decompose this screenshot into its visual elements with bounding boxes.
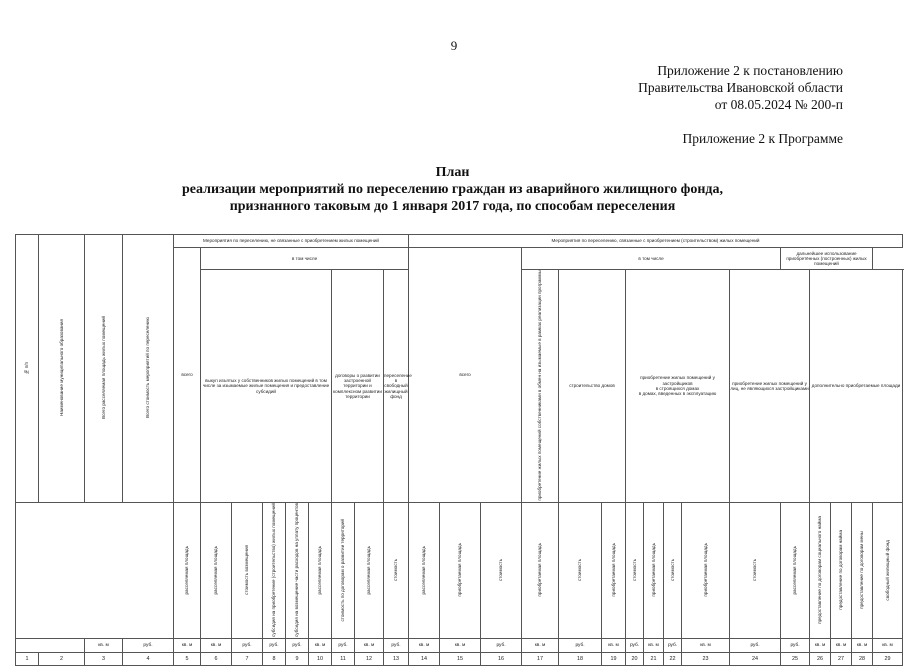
sub-col-24 [730,502,781,638]
unit-cell-29: кв. м [873,639,903,653]
sub-col-25-label: расселяемая площадь [792,545,798,595]
col-number-27: 27 [831,653,852,666]
sub-col-20-label: стоимость [631,558,637,581]
header-purchase-developers [626,270,730,503]
col-number-19: 19 [602,653,626,666]
sub-col-16-label: стоимость [498,558,504,581]
header-trade-in [522,270,559,503]
sub-col-28-label: предоставление по договорам мены [859,531,865,609]
sub-col-24-label: стоимость [752,558,758,581]
col-number-1: 1 [16,653,39,666]
unit-cell-18: руб. [559,639,602,653]
sub-col-8 [263,502,286,638]
sub-col-25 [781,502,810,638]
unit-cell-27: кв. м [831,639,852,653]
title-line-2: реализации мероприятий по переселению граждан из аварийного жилищного фонда, [182,182,723,197]
sub-col-27-label: предоставление по договорам найма [838,530,844,610]
unit-cell-12: кв. м [355,639,384,653]
unit-cell-6: кв. м [201,639,232,653]
col-number-12: 12 [355,653,384,666]
resettlement-plan-table [15,234,903,666]
sub-col-14 [409,502,440,638]
col-number-28: 28 [852,653,873,666]
sub-col-22-label: стоимость [669,558,675,581]
header-row-groups [16,235,903,248]
sub-col-14-label: расселяемая площадь [421,545,427,595]
unit-cell-13: руб. [384,639,409,653]
sub-col-26-label: предоставление по договорам социального найма [817,515,823,624]
sub-col-7 [232,502,263,638]
col-number-10: 10 [309,653,332,666]
col-number-22: 22 [664,653,682,666]
col-number-26: 26 [810,653,831,666]
unit-cell-19: кв. м [602,639,626,653]
header-under-construction-label: в строящихся домах [655,385,700,391]
sub-col-17-label: приобретаемая площадь [537,543,543,597]
header-no [16,235,39,503]
sub-col-15-label: приобретаемая площадь [457,543,463,597]
sub-col-5 [174,502,201,638]
sub-col-11-label: стоимость по договорам о развитии территорий [340,518,346,622]
col-number-18: 18 [559,653,602,666]
unit-cell-17: кв. м [522,639,559,653]
sub-col-9-label: субсидия на возмещение части расходов на уплату процентов [294,502,300,637]
unit-cell-25: руб. [781,639,810,653]
approval-block [638,62,843,113]
col-number-15: 15 [440,653,481,666]
approval-line-3: от 08.05.2024 № 200-п [714,97,843,112]
title-line-1: План [435,165,470,180]
column-numbers-row [16,653,903,666]
sub-col-6-label: расселяемая площадь [213,545,219,595]
col-number-9: 9 [286,653,309,666]
header-including-2: в том числе [522,248,781,270]
col-number-8: 8 [263,653,286,666]
col-number-29: 29 [873,653,903,666]
sub-col-28 [852,502,873,638]
sub-col-9 [286,502,309,638]
col-number-13: 13 [384,653,409,666]
sub-col-13 [384,502,409,638]
sub-col-12 [355,502,384,638]
sub-col-7-label: стоимость возмещения [244,545,250,595]
title-line-3: признанного таковым до 1 января 2017 года, по способам переселения [229,199,676,214]
unit-cell-21: кв. м [644,639,664,653]
unit-cell-10: кв. м [309,639,332,653]
sub-col-8-label: субсидия на приобретение (строительство) жилых помещений [271,502,277,637]
header-including-1: в том числе [201,248,409,270]
header-total-1: всего [174,248,201,503]
sub-col-21 [644,502,664,638]
header-group-acquisition: Мероприятия по переселению, связанные с приобретением (строительством) жилых помещений [409,235,903,248]
col-number-14: 14 [409,653,440,666]
col-number-24: 24 [730,653,781,666]
sub-col-29 [873,502,903,638]
sub-col-10 [309,502,332,638]
header-construction: строительство домов [559,270,626,503]
col-number-20: 20 [626,653,644,666]
sub-col-18-label: стоимость [577,558,583,581]
sub-col-27 [831,502,852,638]
unit-cell-22: руб. [664,639,682,653]
sub-col-29-label: свободный жилищный фонд [884,539,890,601]
sub-col-18 [559,502,602,638]
sub-col-10-label: расселяемая площадь [317,545,323,595]
sub-col-13-label: стоимость [393,558,399,581]
col-number-11: 11 [332,653,355,666]
sub-col-19 [602,502,626,638]
approval-line-1: Приложение 2 к постановлению [657,63,843,78]
header-cost [123,235,174,503]
header-additional-area: дополнительно приобретаемые площади [810,270,903,503]
header-municipality-label: Наименование муниципального образования [58,319,64,417]
sub-col-23 [682,502,730,638]
unit-cell-23: кв. м [682,639,730,653]
sub-col-20 [626,502,644,638]
header-completed-label: в домах, введенных в эксплуатацию [638,391,717,397]
unit-cell-empty [16,639,85,653]
header-row-subcolumns [16,502,903,638]
header-area-label: Всего расселяемая площадь жилых помещений [100,316,106,420]
sub-col-23-label: приобретаемая площадь [702,543,708,597]
sub-col-6 [201,502,232,638]
col-number-3: 3 [85,653,123,666]
header-buyout: выкуп изъятых у собственников жилых помещений в том числе за изымаемые жилые помещения и предоставление субсидий [201,270,332,503]
unit-cell-24: руб. [730,639,781,653]
header-purchase-others: приобретение жилых помещений у лиц, не являющихся застройщиками [730,270,810,503]
header-group-not-acquisition: Мероприятия по переселению, не связанные с приобретением жилых помещений [174,235,409,248]
col-number-21: 21 [644,653,664,666]
col-number-16: 16 [481,653,522,666]
header-municipality [39,235,85,503]
sub-col-17 [522,502,559,638]
unit-cell-3: кв. м [85,639,123,653]
document-title [0,164,905,215]
col-number-23: 23 [682,653,730,666]
unit-cell-4: руб. [123,639,174,653]
col-number-17: 17 [522,653,559,666]
unit-cell-9: руб. [286,639,309,653]
unit-cell-8: руб. [263,639,286,653]
header-cost-label: Всего стоимость мероприятий по переселению [145,317,151,419]
unit-cell-28: кв. м [852,639,873,653]
unit-cell-16: руб. [481,639,522,653]
col-number-7: 7 [232,653,263,666]
header-no-label: № п/п [24,361,30,375]
unit-cell-11: руб. [332,639,355,653]
sub-col-12-label: расселяемая площадь [366,545,372,595]
col-number-5: 5 [174,653,201,666]
sub-col-26 [810,502,831,638]
unit-cell-20: руб. [626,639,644,653]
header-purchase-group-label: приобретение жилых помещений у застройщиков [640,375,715,386]
sub-col-21-label: приобретаемая площадь [650,543,656,597]
header-contracts: договоры о развитии застроенной территории и комплексном развитии территории [332,270,384,503]
sub-col-5-label: расселяемая площадь [184,545,190,595]
sub-col-19-label: приобретаемая площадь [610,543,616,597]
sub-col-11 [332,502,355,638]
page-number: 9 [450,38,458,53]
unit-cell-14: кв. м [409,639,440,653]
sub-col-15 [440,502,481,638]
approval-line-2: Правительства Ивановской области [638,80,843,95]
header-support-group: дальнейшее использование приобретённых (построенных) жилых помещений [781,248,873,270]
col-number-25: 25 [781,653,810,666]
unit-cell-15: кв. м [440,639,481,653]
header-area [85,235,123,503]
header-total-2: всего [409,248,522,503]
unit-cell-26: кв. м [810,639,831,653]
sub-col-22 [664,502,682,638]
sub-col-16 [481,502,522,638]
header-trade-in-label: приобретение жилых помещений собственниками в обмен на изымаемые в рамках реализации программы [537,270,543,501]
header-free-stock: переселение в свободный жилищный фонд [384,270,409,503]
unit-cell-5: кв. м [174,639,201,653]
sub-empty [16,502,174,638]
unit-cell-7: руб. [232,639,263,653]
program-reference: Приложение 2 к Программе [682,131,843,146]
col-number-4: 4 [123,653,174,666]
col-number-2: 2 [39,653,85,666]
units-row [16,639,903,653]
col-number-6: 6 [201,653,232,666]
